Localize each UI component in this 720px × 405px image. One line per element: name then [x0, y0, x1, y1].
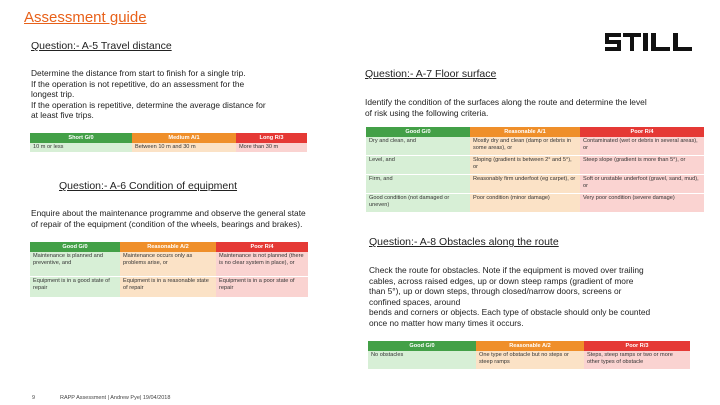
a8-line: than 5°), up or down steps, through closed/narrow doors, screens or [369, 286, 622, 297]
poor-cell: Steep slope (gradient is more than 5°), or [580, 156, 704, 175]
table-row [366, 137, 704, 156]
a6-line: of repair of the equipment (condition of the wheels, bearings and brakes). [31, 218, 303, 229]
a8-line: cables, across raised edges, up or down steep ramps (gradient of more [369, 275, 634, 286]
a5-line: Determine the distance from start to finish for a single trip. [31, 68, 246, 78]
good-cell: Maintenance is planned and preventive, and [30, 252, 120, 277]
a5-heading: Question:- A-5 Travel distance [31, 40, 172, 52]
a6-risk-table [30, 242, 308, 297]
a5-line: If the operation is repetitive, determine the average distance for [31, 99, 266, 110]
page-title: Assessment guide [24, 9, 147, 26]
reasonable-cell: Sloping (gradient is between 2° and 5°), or [470, 156, 580, 175]
table-row [366, 156, 704, 175]
poor-cell: Equipment is in a poor state of repair [216, 277, 308, 298]
a6-text [31, 208, 306, 229]
reasonable-cell: Equipment is in a reasonable state of repair [120, 277, 216, 298]
reasonable-header: Reasonable A/2 [476, 341, 584, 351]
a7-line: Identify the condition of the surfaces along the route and determine the level [365, 97, 647, 107]
reasonable-cell: One type of obstacle but no steps or steep ramps [476, 351, 584, 369]
a6-line: Enquire about the maintenance programme and observe the general state [31, 208, 306, 218]
good-cell: No obstacles [368, 351, 476, 369]
a8-risk-table [368, 341, 690, 369]
poor-cell: More than 30 m [236, 143, 307, 152]
poor-header: Poor R/3 [584, 341, 690, 351]
table-row [366, 194, 704, 213]
reasonable-cell: Between 10 m and 30 m [132, 143, 236, 152]
a8-line: confined spaces, around [369, 296, 461, 307]
a5-text [31, 68, 266, 121]
good-header: Good G/0 [30, 242, 120, 252]
a7-line: of risk using the following criteria. [365, 107, 489, 118]
reasonable-cell: Mostly dry and clean (damp or debris in some areas), or [470, 137, 580, 156]
table-row [30, 143, 307, 152]
a8-line: Check the route for obstacles. Note if the equipment is moved over trailing [369, 265, 644, 275]
a6-heading: Question:- A-6 Condition of equipment [59, 180, 238, 192]
poor-cell: Maintenance is not planned (there is no clear system in place), or [216, 252, 308, 277]
good-cell: 10 m or less [30, 143, 132, 152]
poor-header: Long R/3 [236, 133, 307, 143]
table-row [368, 351, 690, 369]
good-cell: Level, and [366, 156, 470, 175]
good-header: Good G/0 [368, 341, 476, 351]
good-header: Good G/0 [366, 127, 470, 137]
reasonable-cell: Maintenance occurs only as problems arise, or [120, 252, 216, 277]
still-logo [605, 33, 692, 51]
poor-cell: Steps, steep ramps or two or more other types of obstacle [584, 351, 690, 369]
a8-text [369, 265, 650, 329]
good-cell: Firm, and [366, 175, 470, 194]
reasonable-cell: Poor condition (minor damage) [470, 194, 580, 213]
a5-line: longest trip. [31, 89, 75, 100]
reasonable-header: Medium A/1 [132, 133, 236, 143]
a7-risk-table [366, 127, 704, 212]
poor-header: Poor R/4 [216, 242, 308, 252]
poor-cell: Soft or unstable underfoot (gravel, sand, mud), or [580, 175, 704, 194]
poor-cell: Contaminated (wet or debris in several areas), or [580, 137, 704, 156]
a5-line: If the operation is not repetitive, do an assessment for the [31, 78, 245, 89]
reasonable-header: Reasonable A/2 [120, 242, 216, 252]
a5-risk-table [30, 133, 307, 152]
good-cell: Equipment is in a good state of repair [30, 277, 120, 298]
a8-line: bends and corners or objects. Each type of obstacle should only be counted [369, 307, 651, 318]
good-header: Short G/0 [30, 133, 132, 143]
a8-heading: Question:- A-8 Obstacles along the route [369, 236, 559, 248]
page-number: 9 [32, 395, 36, 401]
a8-line: once no matter how many times it occurs. [369, 317, 524, 328]
good-cell: Good condition (not damaged or uneven) [366, 194, 470, 213]
a7-text [365, 97, 647, 118]
poor-cell: Very poor condition (severe damage) [580, 194, 704, 213]
poor-header: Poor R/4 [580, 127, 704, 137]
reasonable-header: Reasonable A/1 [470, 127, 580, 137]
table-row [30, 252, 308, 277]
a7-heading: Question:- A-7 Floor surface [365, 68, 497, 80]
good-cell: Dry and clean, and [366, 137, 470, 156]
footer-text: RAPP Assessment | Andrew Pye| 19/04/2018 [60, 395, 171, 401]
table-row [366, 175, 704, 194]
a5-line: at least five trips. [31, 110, 94, 121]
table-row [30, 277, 308, 298]
reasonable-cell: Reasonably firm underfoot (eg carpet), or [470, 175, 580, 194]
